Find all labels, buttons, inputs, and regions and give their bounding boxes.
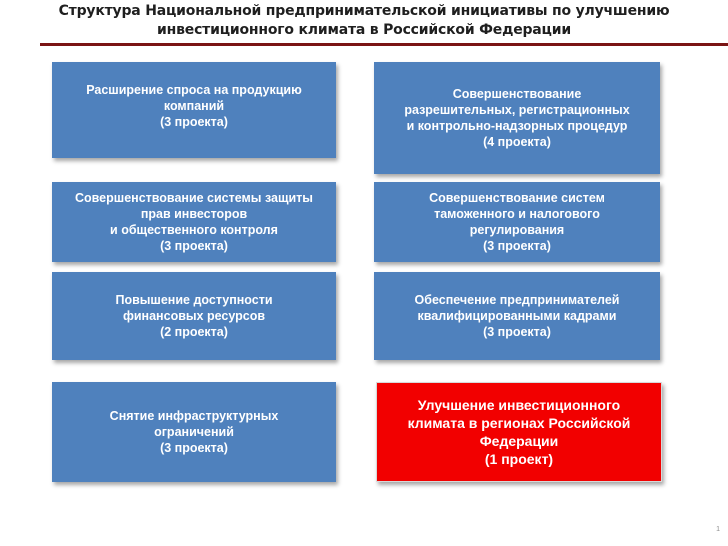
box-line: Расширение спроса на продукцию	[86, 83, 302, 97]
initiative-box-personnel	[374, 272, 660, 360]
initiative-box-procedures	[374, 62, 660, 174]
box-line: регулирования	[469, 223, 565, 237]
initiative-box-finance	[52, 272, 336, 360]
box-line: климата в регионах Российской	[407, 415, 631, 431]
initiative-box-demand	[52, 62, 336, 158]
initiative-box-regions	[376, 382, 662, 482]
box-line: Повышение доступности	[115, 293, 273, 307]
box-line: и контрольно-надзорных процедур	[406, 119, 628, 133]
box-line: (3 проекта)	[160, 441, 228, 455]
box-line: Обеспечение предпринимателей	[414, 293, 620, 307]
title-divider	[40, 43, 728, 46]
box-line: (3 проекта)	[160, 115, 228, 129]
box-line: Федерации	[479, 433, 559, 449]
box-line: разрешительных, регистрационных	[404, 103, 630, 117]
page-title	[0, 2, 728, 40]
initiative-box-investor-protection	[52, 182, 336, 262]
box-line: Совершенствование	[452, 87, 582, 101]
box-line: Улучшение инвестиционного	[417, 397, 621, 413]
box-line: (3 проекта)	[483, 239, 551, 253]
box-line: таможенного и налогового	[434, 207, 600, 221]
slide-number: 1	[716, 526, 720, 533]
box-line: (3 проекта)	[160, 239, 228, 253]
box-line: Совершенствование систем	[429, 191, 605, 205]
box-line: компаний	[163, 99, 225, 113]
box-line: финансовых ресурсов	[122, 309, 266, 323]
box-line: и общественного контроля	[110, 223, 278, 237]
initiative-box-customs-tax	[374, 182, 660, 262]
box-line: прав инвесторов	[140, 207, 248, 221]
box-line: Снятие инфраструктурных	[109, 409, 279, 423]
box-line: квалифицированными кадрами	[417, 309, 617, 323]
page-title-line-2: инвестиционного климата в Российской Федерации	[157, 22, 571, 38]
box-line: (2 проекта)	[160, 325, 228, 339]
box-line: (1 проект)	[484, 451, 554, 467]
box-line: (3 проекта)	[483, 325, 551, 339]
initiative-box-infrastructure	[52, 382, 336, 482]
box-line: Совершенствование системы защиты	[75, 191, 313, 205]
box-line: (4 проекта)	[483, 135, 551, 149]
box-line: ограничений	[154, 425, 234, 439]
page-title-line-1: Структура Национальной предпринимательской инициативы по улучшению	[58, 3, 670, 19]
